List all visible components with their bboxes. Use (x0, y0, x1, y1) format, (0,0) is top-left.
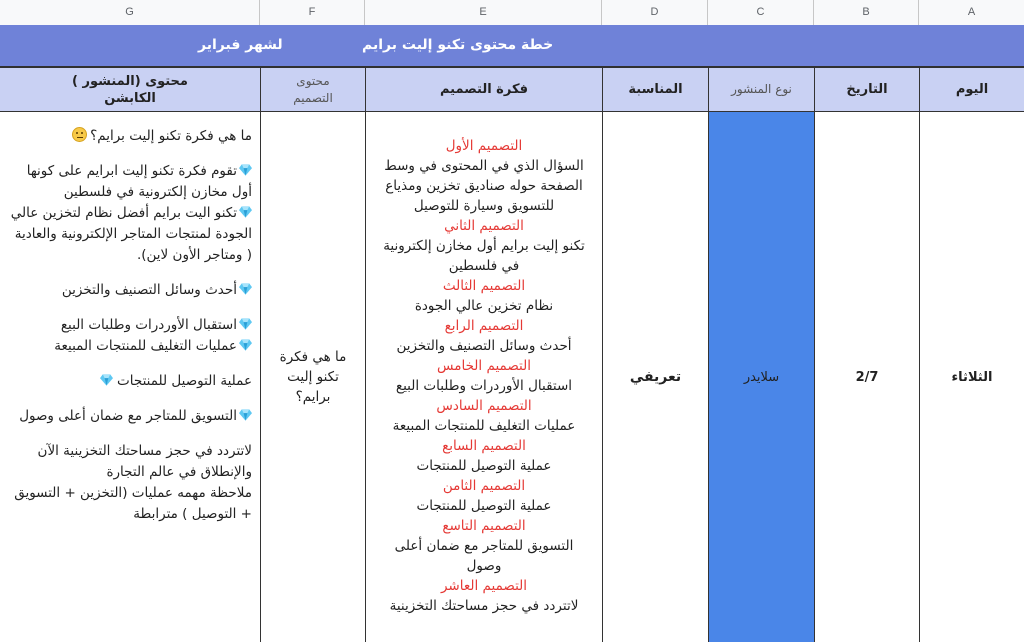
design-idea-title: التصميم الثاني (444, 218, 524, 234)
design-idea-title: التصميم الثامن (442, 478, 526, 494)
caption-question: ما هي فكرة تكنو إليت برايم؟ (90, 128, 252, 144)
post-type-text: سلايدر (743, 369, 780, 385)
caption-cell[interactable] (0, 112, 260, 642)
day-cell[interactable] (919, 112, 1024, 642)
table-row (0, 112, 1024, 642)
column-header-e[interactable]: E (365, 0, 602, 25)
design-idea-title: التصميم السابع (442, 438, 526, 454)
caption-text: عملية التوصيل للمنتجات (117, 373, 252, 389)
design-idea-text: عمليات التغليف للمنتجات المبيعة (392, 418, 576, 434)
header-design-content: محتوى التصميم (293, 73, 333, 105)
caption-para (6, 441, 252, 525)
caption-text: التسويق للمتاجر مع ضمان أعلى وصول (19, 408, 237, 424)
post-type-cell[interactable] (708, 112, 814, 642)
gem-stone-icon (100, 374, 113, 386)
design-idea-text: نظام تخزين عالي الجودة (414, 298, 554, 314)
design-idea-text: لاتتردد في حجز مساحتك التخزينية (389, 598, 579, 614)
caption-para (6, 315, 252, 357)
design-idea-title: التصميم الأول (445, 138, 523, 154)
column-header-d[interactable]: D (602, 0, 708, 25)
header-caption-cell[interactable] (0, 68, 260, 112)
design-idea-title: التصميم الثالث (442, 278, 526, 294)
caption-text: ملاحظة مهمه عمليات (التخزين + التسويق + التوصيل ) مترابطة (14, 485, 252, 522)
design-content-cell[interactable] (260, 112, 365, 642)
thinking-face-icon (72, 127, 87, 142)
design-idea-text: استقبال الأوردرات وطلبات البيع (395, 378, 573, 394)
caption-question-line (6, 126, 252, 147)
header-day-cell[interactable] (919, 68, 1024, 112)
caption-text: أحدث وسائل التصنيف والتخزين (61, 282, 237, 298)
design-idea-title: التصميم السادس (436, 398, 532, 414)
column-header-g[interactable]: G (0, 0, 260, 25)
design-idea-text: أحدث وسائل التصنيف والتخزين (396, 338, 572, 354)
gem-stone-icon (239, 339, 252, 351)
caption-text: تقوم فكرة تكنو إليت ابرايم على كونها أول مخازن إلكترونية في فلسطين (26, 163, 252, 200)
header-occasion-cell[interactable] (602, 68, 708, 112)
design-idea-text: التسويق للمتاجر مع ضمان أعلى وصول (394, 538, 574, 574)
header-day: اليوم (955, 82, 989, 97)
plan-month: لشهر فبراير (198, 37, 283, 53)
design-idea-text: السؤال الذي في المحتوى في وسط الصفحة حوله صناديق تخزين ومذياع للتسويق وسيارة للتوصيل (384, 158, 584, 214)
date-text: 2/7 (855, 369, 879, 385)
design-idea-title: التصميم العاشر (440, 578, 528, 594)
header-date: التاريخ (846, 82, 888, 97)
header-caption-line2: الكابشن (104, 90, 156, 106)
plan-title: خطة محتوى تكنو إليت برايم (362, 37, 554, 53)
caption-text: لاتتردد في حجز مساحتك التخزينية الآن والإنطلاق في عالم التجارة (37, 443, 252, 480)
gem-stone-icon (239, 206, 252, 218)
design-idea-title: التصميم الخامس (437, 358, 531, 374)
day-text: الثلاثاء (951, 369, 993, 385)
caption-para (6, 161, 252, 266)
occasion-text: تعريفي (629, 369, 682, 385)
header-occasion: المناسبة (628, 82, 683, 97)
caption-text: عمليات التغليف للمنتجات المبيعة (54, 338, 237, 354)
design-idea-text: تكنو إليت برايم أول مخازن إلكترونية في فلسطين (383, 238, 585, 274)
column-header-b[interactable]: B (814, 0, 919, 25)
gem-stone-icon (239, 283, 252, 295)
design-idea-title: التصميم الرابع (444, 318, 524, 334)
gem-stone-icon (239, 164, 252, 176)
header-post-type: نوع المنشور (731, 82, 792, 96)
caption-para (6, 371, 252, 392)
design-idea-text: عملية التوصيل للمنتجات (416, 498, 552, 514)
header-design-content-cell[interactable] (260, 68, 365, 112)
date-cell[interactable] (814, 112, 919, 642)
column-header-bar (0, 0, 1024, 26)
title-banner[interactable] (0, 25, 1024, 68)
caption-text: تكنو اليت برايم أفضل نظام لتخزين عالي الجودة لمنتجات المتاجر الإلكترونية والعادية ( ومتاجر الأون لاين). (10, 205, 252, 263)
column-header-a[interactable]: A (967, 6, 976, 18)
header-post-type-cell[interactable] (708, 68, 814, 112)
caption-para (6, 406, 252, 427)
header-date-cell[interactable] (814, 68, 919, 112)
header-design-idea: فكرة التصميم (439, 82, 529, 97)
caption-para (6, 280, 252, 301)
column-header-f[interactable]: F (260, 0, 365, 25)
column-header-c[interactable]: C (708, 0, 814, 25)
occasion-cell[interactable] (602, 112, 708, 642)
design-ideas-cell[interactable] (365, 112, 602, 642)
gem-stone-icon (239, 409, 252, 421)
gem-stone-icon (239, 318, 252, 330)
caption-text: استقبال الأوردرات وطلبات البيع (60, 317, 237, 333)
design-content-text: ما هي فكرة تكنو إليت برايم؟ (279, 349, 347, 405)
header-caption-line1: محتوى (المنشور ) (72, 73, 188, 89)
header-row (0, 68, 1024, 112)
header-design-idea-cell[interactable] (365, 68, 602, 112)
design-idea-text: عملية التوصيل للمنتجات (416, 458, 552, 474)
design-idea-title: التصميم التاسع (442, 518, 526, 534)
